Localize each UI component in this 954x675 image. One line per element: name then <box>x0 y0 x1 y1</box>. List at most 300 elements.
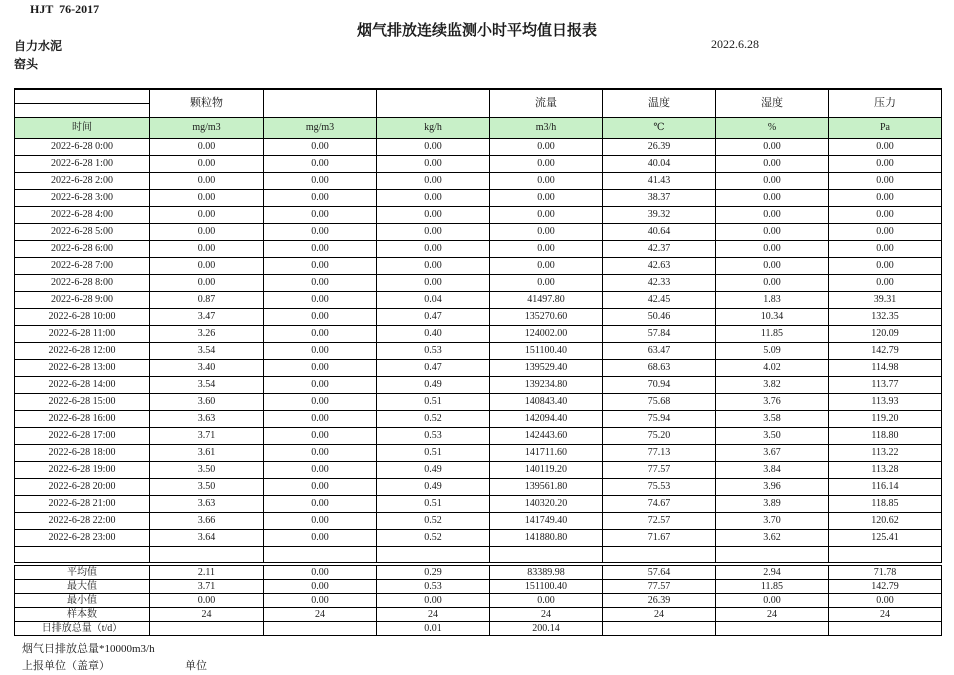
value-cell: 124002.00 <box>490 326 603 343</box>
table-row <box>15 258 942 275</box>
value-cell: 3.84 <box>716 462 829 479</box>
value-cell: 113.28 <box>829 462 942 479</box>
summary-value-cell: 11.85 <box>716 580 829 594</box>
value-cell: 0.00 <box>716 173 829 190</box>
value-cell: 0.00 <box>377 173 490 190</box>
value-cell: 74.67 <box>603 496 716 513</box>
value-cell: 0.00 <box>150 207 264 224</box>
value-cell: 139561.80 <box>490 479 603 496</box>
summary-value-cell <box>603 622 716 636</box>
summary-value-cell: 3.71 <box>150 580 264 594</box>
table-row <box>15 309 942 326</box>
value-cell: 0.00 <box>490 173 603 190</box>
summary-value-cell: 0.00 <box>264 580 377 594</box>
value-cell: 72.57 <box>603 513 716 530</box>
table-row <box>15 360 942 377</box>
value-cell: 116.14 <box>829 479 942 496</box>
time-cell: 2022-6-28 0:00 <box>15 139 150 156</box>
summary-label-cell: 日排放总量（t/d） <box>15 622 150 636</box>
summary-value-cell: 0.29 <box>377 564 490 580</box>
time-cell: 2022-6-28 20:00 <box>15 479 150 496</box>
time-cell: 2022-6-28 13:00 <box>15 360 150 377</box>
table-row <box>15 156 942 173</box>
time-cell: 2022-6-28 4:00 <box>15 207 150 224</box>
table-row <box>15 530 942 547</box>
time-cell: 2022-6-28 16:00 <box>15 411 150 428</box>
summary-value-cell: 142.79 <box>829 580 942 594</box>
col-header-humidity: 湿度 <box>716 89 829 118</box>
table-row <box>15 190 942 207</box>
value-cell: 0.00 <box>716 224 829 241</box>
value-cell: 0.00 <box>490 258 603 275</box>
summary-value-cell: 24 <box>377 608 490 622</box>
value-cell: 0.00 <box>264 139 377 156</box>
value-cell: 0.40 <box>377 326 490 343</box>
value-cell: 0.00 <box>264 207 377 224</box>
value-cell: 0.00 <box>829 139 942 156</box>
value-cell: 0.00 <box>377 275 490 292</box>
value-cell: 0.00 <box>264 343 377 360</box>
value-cell: 140119.20 <box>490 462 603 479</box>
value-cell: 75.53 <box>603 479 716 496</box>
value-cell: 41497.80 <box>490 292 603 309</box>
value-cell: 42.63 <box>603 258 716 275</box>
value-cell: 0.00 <box>264 513 377 530</box>
value-cell: 0.00 <box>150 258 264 275</box>
value-cell: 0.00 <box>150 241 264 258</box>
value-cell: 3.50 <box>150 479 264 496</box>
value-cell: 0.00 <box>377 224 490 241</box>
summary-value-cell: 0.00 <box>377 594 490 608</box>
empty-cell <box>603 547 716 565</box>
value-cell: 113.22 <box>829 445 942 462</box>
value-cell: 0.00 <box>264 326 377 343</box>
value-cell: 0.53 <box>377 343 490 360</box>
unit-cell: m3/h <box>490 118 603 139</box>
value-cell: 140843.40 <box>490 394 603 411</box>
table-row <box>15 496 942 513</box>
summary-value-cell: 24 <box>716 608 829 622</box>
time-cell: 2022-6-28 23:00 <box>15 530 150 547</box>
value-cell: 70.94 <box>603 377 716 394</box>
value-cell: 0.00 <box>264 462 377 479</box>
summary-label-cell: 样本数 <box>15 608 150 622</box>
doc-code: HJT 76-2017 <box>30 2 100 16</box>
value-cell: 141711.60 <box>490 445 603 462</box>
value-cell: 71.67 <box>603 530 716 547</box>
data-rows-body <box>15 139 942 547</box>
summary-value-cell: 77.57 <box>603 580 716 594</box>
table-row <box>15 411 942 428</box>
col-header-temperature: 温度 <box>603 89 716 118</box>
value-cell: 3.89 <box>716 496 829 513</box>
empty-cell <box>490 547 603 565</box>
unit-cell: kg/h <box>377 118 490 139</box>
unit-cell: % <box>716 118 829 139</box>
value-cell: 3.54 <box>150 377 264 394</box>
summary-value-cell <box>264 622 377 636</box>
empty-cell <box>15 547 150 565</box>
value-cell: 135270.60 <box>490 309 603 326</box>
value-cell: 3.58 <box>716 411 829 428</box>
value-cell: 0.00 <box>829 241 942 258</box>
value-cell: 77.57 <box>603 462 716 479</box>
value-cell: 50.46 <box>603 309 716 326</box>
value-cell: 0.00 <box>716 258 829 275</box>
summary-value-cell: 0.53 <box>377 580 490 594</box>
unit-label: 单位 <box>185 660 207 672</box>
value-cell: 0.52 <box>377 530 490 547</box>
value-cell: 1.83 <box>716 292 829 309</box>
summary-row <box>15 622 942 636</box>
summary-value-cell: 57.64 <box>603 564 716 580</box>
value-cell: 3.70 <box>716 513 829 530</box>
value-cell: 0.00 <box>377 156 490 173</box>
value-cell: 0.47 <box>377 309 490 326</box>
summary-rows-body <box>15 564 942 636</box>
value-cell: 0.00 <box>377 190 490 207</box>
value-cell: 42.45 <box>603 292 716 309</box>
value-cell: 0.00 <box>264 496 377 513</box>
value-cell: 42.33 <box>603 275 716 292</box>
value-cell: 3.47 <box>150 309 264 326</box>
group-header-row <box>15 89 942 104</box>
summary-label-cell: 最小值 <box>15 594 150 608</box>
value-cell: 3.61 <box>150 445 264 462</box>
value-cell: 0.00 <box>150 224 264 241</box>
company-name: 自力水泥 <box>14 39 63 53</box>
summary-value-cell: 83389.98 <box>490 564 603 580</box>
table-row <box>15 224 942 241</box>
value-cell: 0.51 <box>377 445 490 462</box>
summary-value-cell: 0.00 <box>264 564 377 580</box>
value-cell: 0.00 <box>716 241 829 258</box>
summary-value-cell: 24 <box>490 608 603 622</box>
value-cell: 0.00 <box>377 207 490 224</box>
value-cell: 113.93 <box>829 394 942 411</box>
table-row <box>15 292 942 309</box>
value-cell: 0.53 <box>377 428 490 445</box>
value-cell: 139234.80 <box>490 377 603 394</box>
value-cell: 68.63 <box>603 360 716 377</box>
table-row <box>15 513 942 530</box>
summary-label-cell: 最大值 <box>15 580 150 594</box>
value-cell: 0.49 <box>377 479 490 496</box>
summary-value-cell <box>150 622 264 636</box>
time-cell: 2022-6-28 11:00 <box>15 326 150 343</box>
summary-value-cell: 71.78 <box>829 564 942 580</box>
report-date: 2022.6.28 <box>711 37 759 51</box>
value-cell: 0.00 <box>490 156 603 173</box>
empty-cell <box>377 547 490 565</box>
value-cell: 0.00 <box>264 241 377 258</box>
value-cell: 0.00 <box>490 275 603 292</box>
time-column-header: 时间 <box>15 118 150 139</box>
table-row <box>15 394 942 411</box>
page-title: 烟气排放连续监测小时平均值日报表 <box>356 23 597 39</box>
value-cell: 75.68 <box>603 394 716 411</box>
summary-row <box>15 594 942 608</box>
header-blank-top <box>15 89 150 104</box>
value-cell: 0.00 <box>264 224 377 241</box>
value-cell: 0.00 <box>716 139 829 156</box>
value-cell: 41.43 <box>603 173 716 190</box>
summary-value-cell <box>829 622 942 636</box>
time-cell: 2022-6-28 17:00 <box>15 428 150 445</box>
value-cell: 0.00 <box>150 173 264 190</box>
value-cell: 0.00 <box>264 479 377 496</box>
header-blank-bottom <box>15 104 150 118</box>
table-row <box>15 241 942 258</box>
value-cell: 119.20 <box>829 411 942 428</box>
time-cell: 2022-6-28 6:00 <box>15 241 150 258</box>
time-cell: 2022-6-28 1:00 <box>15 156 150 173</box>
value-cell: 142.79 <box>829 343 942 360</box>
value-cell: 0.04 <box>377 292 490 309</box>
table-row <box>15 326 942 343</box>
station-name: 窑头 <box>14 57 39 71</box>
value-cell: 0.52 <box>377 513 490 530</box>
unit-cell: mg/m3 <box>264 118 377 139</box>
value-cell: 3.96 <box>716 479 829 496</box>
value-cell: 39.32 <box>603 207 716 224</box>
report-table <box>14 88 942 636</box>
table-row <box>15 428 942 445</box>
value-cell: 0.00 <box>490 224 603 241</box>
value-cell: 3.63 <box>150 411 264 428</box>
summary-value-cell: 2.94 <box>716 564 829 580</box>
value-cell: 0.00 <box>150 275 264 292</box>
value-cell: 0.51 <box>377 496 490 513</box>
time-cell: 2022-6-28 22:00 <box>15 513 150 530</box>
value-cell: 139529.40 <box>490 360 603 377</box>
value-cell: 0.87 <box>150 292 264 309</box>
table-row <box>15 173 942 190</box>
time-cell: 2022-6-28 3:00 <box>15 190 150 207</box>
summary-value-cell: 0.00 <box>264 594 377 608</box>
value-cell: 120.09 <box>829 326 942 343</box>
col-header-pressure: 压力 <box>829 89 942 118</box>
value-cell: 120.62 <box>829 513 942 530</box>
value-cell: 63.47 <box>603 343 716 360</box>
table-row <box>15 343 942 360</box>
value-cell: 0.00 <box>377 258 490 275</box>
summary-value-cell: 200.14 <box>490 622 603 636</box>
report-unit-label: 上报单位（盖章） <box>22 660 110 672</box>
summary-value-cell: 0.00 <box>490 594 603 608</box>
value-cell: 75.94 <box>603 411 716 428</box>
summary-value-cell: 24 <box>264 608 377 622</box>
value-cell: 4.02 <box>716 360 829 377</box>
value-cell: 151100.40 <box>490 343 603 360</box>
value-cell: 0.00 <box>829 173 942 190</box>
footer-note: 烟气日排放总量*10000m3/h <box>22 643 155 655</box>
value-cell: 0.00 <box>264 394 377 411</box>
value-cell: 0.00 <box>829 258 942 275</box>
value-cell: 0.00 <box>716 190 829 207</box>
value-cell: 0.00 <box>264 258 377 275</box>
value-cell: 0.00 <box>716 207 829 224</box>
value-cell: 0.00 <box>829 156 942 173</box>
value-cell: 0.00 <box>829 224 942 241</box>
value-cell: 0.00 <box>264 309 377 326</box>
time-cell: 2022-6-28 9:00 <box>15 292 150 309</box>
value-cell: 75.20 <box>603 428 716 445</box>
value-cell: 118.80 <box>829 428 942 445</box>
table-row <box>15 139 942 156</box>
value-cell: 3.71 <box>150 428 264 445</box>
value-cell: 3.26 <box>150 326 264 343</box>
summary-row <box>15 608 942 622</box>
time-cell: 2022-6-28 10:00 <box>15 309 150 326</box>
time-cell: 2022-6-28 7:00 <box>15 258 150 275</box>
value-cell: 0.00 <box>264 411 377 428</box>
value-cell: 0.00 <box>490 139 603 156</box>
value-cell: 0.00 <box>264 173 377 190</box>
value-cell: 0.00 <box>264 292 377 309</box>
value-cell: 114.98 <box>829 360 942 377</box>
value-cell: 0.00 <box>264 530 377 547</box>
summary-value-cell: 2.11 <box>150 564 264 580</box>
summary-value-cell: 0.00 <box>716 594 829 608</box>
value-cell: 3.66 <box>150 513 264 530</box>
time-cell: 2022-6-28 19:00 <box>15 462 150 479</box>
value-cell: 3.62 <box>716 530 829 547</box>
value-cell: 3.64 <box>150 530 264 547</box>
time-cell: 2022-6-28 21:00 <box>15 496 150 513</box>
separator-body <box>15 547 942 565</box>
empty-cell <box>264 547 377 565</box>
value-cell: 3.40 <box>150 360 264 377</box>
value-cell: 0.00 <box>264 190 377 207</box>
value-cell: 3.67 <box>716 445 829 462</box>
value-cell: 0.52 <box>377 411 490 428</box>
summary-value-cell: 0.00 <box>829 594 942 608</box>
value-cell: 142094.40 <box>490 411 603 428</box>
value-cell: 0.49 <box>377 377 490 394</box>
value-cell: 3.63 <box>150 496 264 513</box>
summary-value-cell: 24 <box>829 608 942 622</box>
value-cell: 57.84 <box>603 326 716 343</box>
unit-row <box>15 118 942 139</box>
value-cell: 0.00 <box>264 156 377 173</box>
summary-value-cell: 0.00 <box>150 594 264 608</box>
value-cell: 40.64 <box>603 224 716 241</box>
value-cell: 118.85 <box>829 496 942 513</box>
value-cell: 10.34 <box>716 309 829 326</box>
table-row <box>15 207 942 224</box>
table-row <box>15 377 942 394</box>
unit-cell: Pa <box>829 118 942 139</box>
summary-value-cell: 24 <box>603 608 716 622</box>
time-cell: 2022-6-28 5:00 <box>15 224 150 241</box>
summary-row <box>15 580 942 594</box>
value-cell: 0.00 <box>377 241 490 258</box>
value-cell: 0.00 <box>264 275 377 292</box>
value-cell: 0.49 <box>377 462 490 479</box>
value-cell: 0.00 <box>150 190 264 207</box>
summary-value-cell: 24 <box>150 608 264 622</box>
value-cell: 3.50 <box>150 462 264 479</box>
value-cell: 11.85 <box>716 326 829 343</box>
value-cell: 42.37 <box>603 241 716 258</box>
value-cell: 0.51 <box>377 394 490 411</box>
value-cell: 3.60 <box>150 394 264 411</box>
value-cell: 77.13 <box>603 445 716 462</box>
value-cell: 0.00 <box>490 190 603 207</box>
value-cell: 142443.60 <box>490 428 603 445</box>
value-cell: 0.00 <box>829 275 942 292</box>
value-cell: 113.77 <box>829 377 942 394</box>
empty-cell <box>150 547 264 565</box>
value-cell: 0.00 <box>716 156 829 173</box>
value-cell: 3.76 <box>716 394 829 411</box>
value-cell: 0.00 <box>264 377 377 394</box>
value-cell: 125.41 <box>829 530 942 547</box>
time-cell: 2022-6-28 2:00 <box>15 173 150 190</box>
value-cell: 141749.40 <box>490 513 603 530</box>
table-row <box>15 275 942 292</box>
table-row <box>15 462 942 479</box>
time-cell: 2022-6-28 8:00 <box>15 275 150 292</box>
time-cell: 2022-6-28 12:00 <box>15 343 150 360</box>
col-header-particulate: 颗粒物 <box>150 89 264 118</box>
value-cell: 132.35 <box>829 309 942 326</box>
table-row <box>15 445 942 462</box>
value-cell: 3.54 <box>150 343 264 360</box>
value-cell: 0.00 <box>829 207 942 224</box>
value-cell: 26.39 <box>603 139 716 156</box>
value-cell: 0.00 <box>264 428 377 445</box>
time-cell: 2022-6-28 18:00 <box>15 445 150 462</box>
value-cell: 0.00 <box>490 207 603 224</box>
value-cell: 40.04 <box>603 156 716 173</box>
value-cell: 140320.20 <box>490 496 603 513</box>
summary-value-cell: 151100.40 <box>490 580 603 594</box>
value-cell: 0.00 <box>264 360 377 377</box>
value-cell: 0.00 <box>829 190 942 207</box>
unit-cell: ℃ <box>603 118 716 139</box>
value-cell: 38.37 <box>603 190 716 207</box>
value-cell: 0.00 <box>377 139 490 156</box>
col-header-blank-3 <box>377 89 490 118</box>
empty-cell <box>716 547 829 565</box>
value-cell: 5.09 <box>716 343 829 360</box>
value-cell: 0.00 <box>490 241 603 258</box>
value-cell: 39.31 <box>829 292 942 309</box>
value-cell: 0.47 <box>377 360 490 377</box>
summary-label-cell: 平均值 <box>15 564 150 580</box>
value-cell: 141880.80 <box>490 530 603 547</box>
summary-value-cell: 0.01 <box>377 622 490 636</box>
summary-value-cell <box>716 622 829 636</box>
time-cell: 2022-6-28 14:00 <box>15 377 150 394</box>
empty-separator-row <box>15 547 942 565</box>
value-cell: 0.00 <box>264 445 377 462</box>
col-header-flow: 流量 <box>490 89 603 118</box>
summary-row <box>15 564 942 580</box>
value-cell: 0.00 <box>150 156 264 173</box>
value-cell: 0.00 <box>150 139 264 156</box>
empty-cell <box>829 547 942 565</box>
col-header-blank-2 <box>264 89 377 118</box>
unit-cell: mg/m3 <box>150 118 264 139</box>
value-cell: 0.00 <box>716 275 829 292</box>
summary-value-cell: 26.39 <box>603 594 716 608</box>
value-cell: 3.50 <box>716 428 829 445</box>
time-cell: 2022-6-28 15:00 <box>15 394 150 411</box>
table-row <box>15 479 942 496</box>
